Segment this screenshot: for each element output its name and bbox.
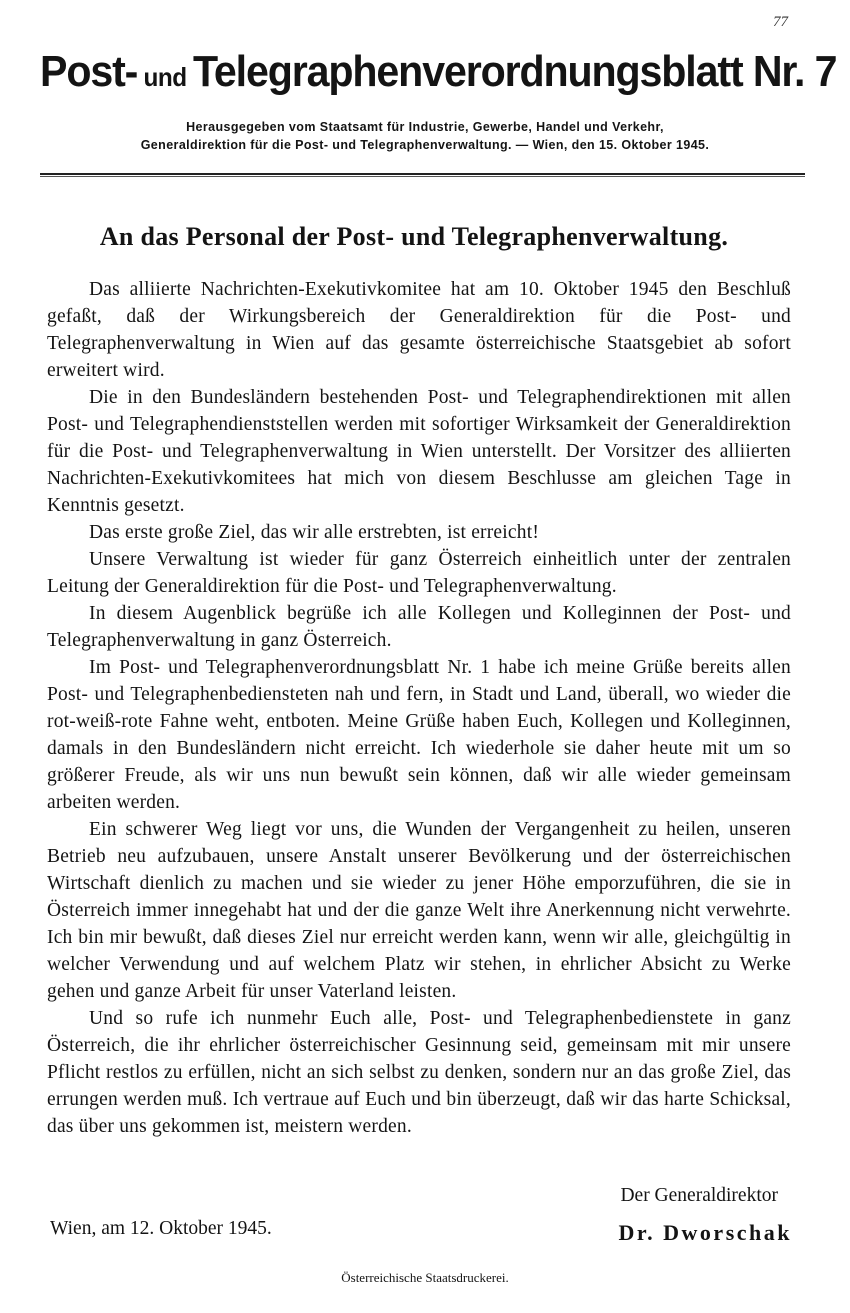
article-body — [47, 276, 791, 1140]
page-number: 77 — [773, 14, 788, 30]
article-paragraph: Die in den Bundesländern bestehenden Post- und Telegraphendirektionen mit allen Post- und Telegraphendienststellen werden mit sofortiger Wirksamkeit der Generaldirektion für die Post- und Telegraphenverwaltung in Wien unterstellt. Der Vorsitzer des alliierten Nachrichten-Exekutivkomitees hat mich von diesem Beschlusse am gleichen Tage in Kenntnis gesetzt. — [47, 387, 791, 516]
place-and-date: Wien, am 12. Oktober 1945. — [50, 1218, 272, 1239]
article-paragraph: In diesem Augenblick begrüße ich alle Kollegen und Kolleginnen der Post- und Telegraphenverwaltung in ganz Österreich. — [47, 603, 791, 651]
masthead-subtitle-line-2: Generaldirektion für die Post- und Telegraphenverwaltung. — Wien, den 15. Oktober 1945. — [140, 138, 710, 152]
article-heading: An das Personal der Post- und Telegraphenverwaltung. — [99, 222, 729, 251]
article-paragraph: Das alliierte Nachrichten-Exekutivkomitee hat am 10. Oktober 1945 den Beschluß gefaßt, daß der Wirkungsbereich der Generaldirektion für die Post- und Telegraphenverwaltung in Wien auf das gesamte österreichische Staatsgebiet ab sofort erweitert wird. — [47, 279, 791, 381]
article-paragraph: Das erste große Ziel, das wir alle erstrebten, ist erreicht! — [89, 522, 540, 543]
article-paragraph: Und so rufe ich nunmehr Euch alle, Post- und Telegraphenbedienstete in ganz Österreich, die ihr ehrlicher österreichischer Gesinnung seid, gemeinsam mit mir unsere Pflicht restlos zu erfüllen, nicht an sich selbst zu denken, sondern nur an das große Ziel, das errungen werden muß. Ich vertraue auf Euch und bin überzeugt, daß wir das harte Schicksal, das über uns gekommen ist, meistern werden. — [47, 1008, 791, 1137]
signatory-title: Der Generaldirektor — [620, 1185, 778, 1206]
masthead-divider — [40, 173, 805, 177]
printer-imprint: Österreichische Staatsdruckerei. — [341, 1270, 509, 1285]
signatory-name: Dr. Dworschak — [618, 1220, 792, 1245]
article-paragraph: Im Post- und Telegraphenverordnungsblatt Nr. 1 habe ich meine Grüße bereits allen Post- und Telegraphenbediensteten nah und fern, in Stadt und Land, überall, wo wieder die rot-weiß-rote Fahne weht, entboten. Meine Grüße haben Euch, Kollegen und Kolleginnen, damals in den Bundesländern nicht erreicht. Ich wiederhole sie daher heute mit um so größerer Freude, als wir uns nun bewußt sein können, daß wir alle wieder gemeinsam arbeiten werden. — [47, 657, 791, 813]
masthead-title — [40, 47, 837, 96]
article-paragraph: Ein schwerer Weg liegt vor uns, die Wunden der Vergangenheit zu heilen, unseren Betrieb neu aufzubauen, unsere Anstalt unserer Bevölkerung und der österreichischen Wirtschaft dienlich zu machen und sie wieder zu jener Höhe emporzuführen, die sie in Österreich immer innegehabt hat und der die ganze Welt ihre Anerkennung nicht verwehrte. Ich bin mir bewußt, daß dieses Ziel nur erreicht werden kann, wenn wir alle, gleichgültig in welcher Verwendung und auf welchem Platz wir stehen, in ehrlicher Absicht zu Werke gehen und ganze Arbeit für unser Vaterland leisten. — [47, 819, 791, 1002]
masthead-title-und: und — [137, 62, 193, 92]
masthead-subtitle-line-1: Herausgegeben vom Staatsamt für Industrie, Gewerbe, Handel und Verkehr, — [186, 120, 664, 134]
masthead-title-name: Telegraphenverordnungsblatt Nr. 7 — [192, 47, 837, 96]
article-paragraph: Unsere Verwaltung ist wieder für ganz Österreich einheitlich unter der zentralen Leitung der Generaldirektion für die Post- und Telegraphenverwaltung. — [47, 549, 791, 597]
masthead-title-post: Post- — [40, 47, 138, 96]
